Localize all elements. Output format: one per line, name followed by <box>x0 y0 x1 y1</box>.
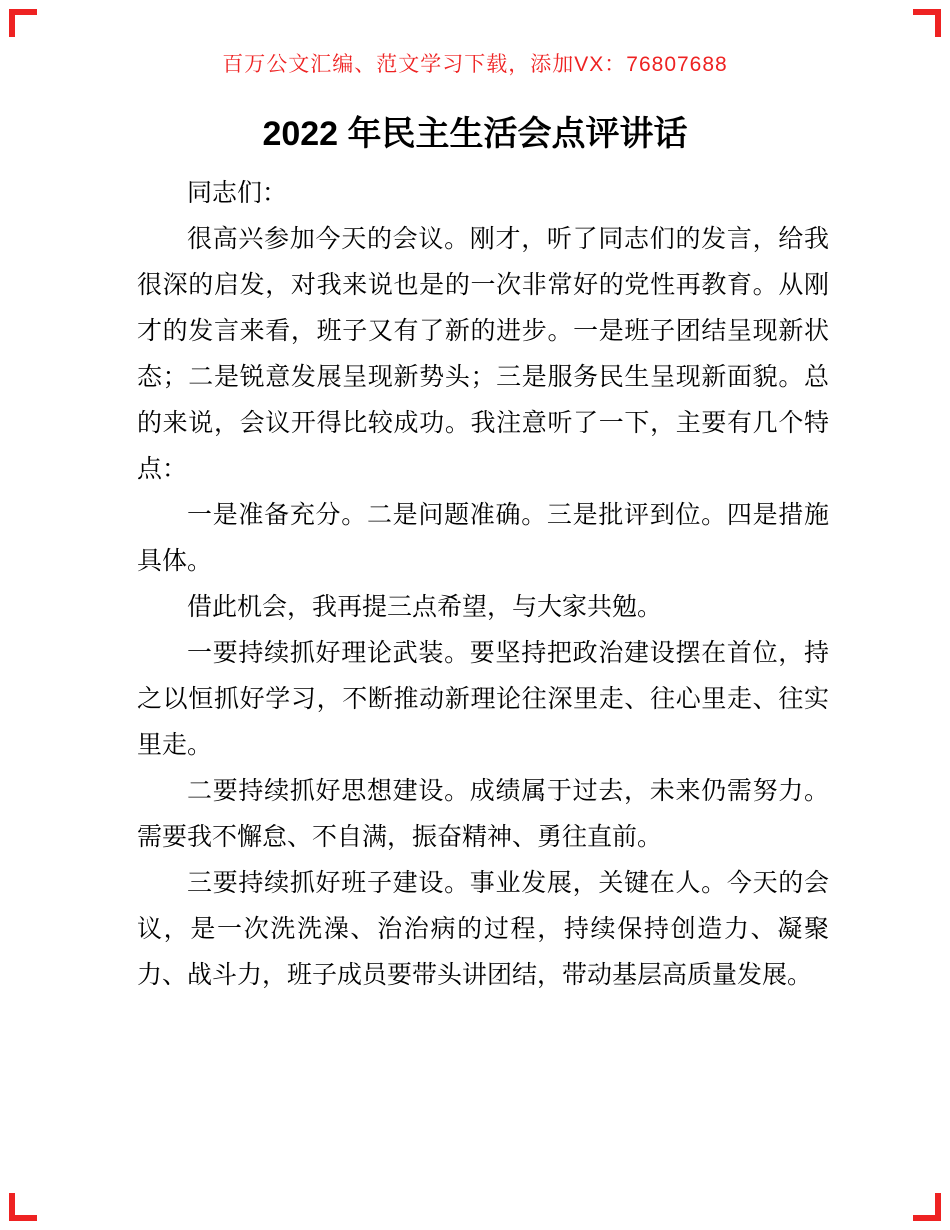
paragraph: 三要持续抓好班子建设。事业发展，关键在人。今天的会议，是一次洗洗澡、治治病的过程，持续保持创造力、凝聚力、战斗力，班子成员要带头讲团结，带动基层高质量发展。 <box>137 869 829 989</box>
document-body <box>137 170 829 998</box>
watermark-header-text: 百万公文汇编、范文学习下载，添加VX：76807688 <box>222 53 728 76</box>
crop-corner-top-right-icon <box>913 9 941 37</box>
page-title: 2022 年民主生活会点评讲话 <box>262 115 688 153</box>
crop-corner-bottom-right-icon <box>913 1193 941 1221</box>
paragraph: 同志们： <box>187 179 288 207</box>
paragraph: 一是准备充分。二是问题准确。三是批评到位。四是措施具体。 <box>137 501 829 575</box>
crop-corner-bottom-left-icon <box>9 1193 37 1221</box>
paragraph: 一要持续抓好理论武装。要坚持把政治建设摆在首位，持之以恒抓好学习，不断推动新理论往深里走、往心里走、往实里走。 <box>137 639 829 759</box>
paragraph: 借此机会，我再提三点希望，与大家共勉。 <box>187 593 663 621</box>
paragraph: 二要持续抓好思想建设。成绩属于过去，未来仍需努力。需要我不懈怠、不自满，振奋精神、勇往直前。 <box>137 777 829 851</box>
crop-corner-top-left-icon <box>9 9 37 37</box>
paragraph: 很高兴参加今天的会议。刚才，听了同志们的发言，给我很深的启发，对我来说也是的一次非常好的党性再教育。从刚才的发言来看，班子又有了新的进步。一是班子团结呈现新状态；二是锐意发展呈现新势头；三是服务民生呈现新面貌。总的来说，会议开得比较成功。我注意听了一下，主要有几个特点： <box>137 225 829 483</box>
